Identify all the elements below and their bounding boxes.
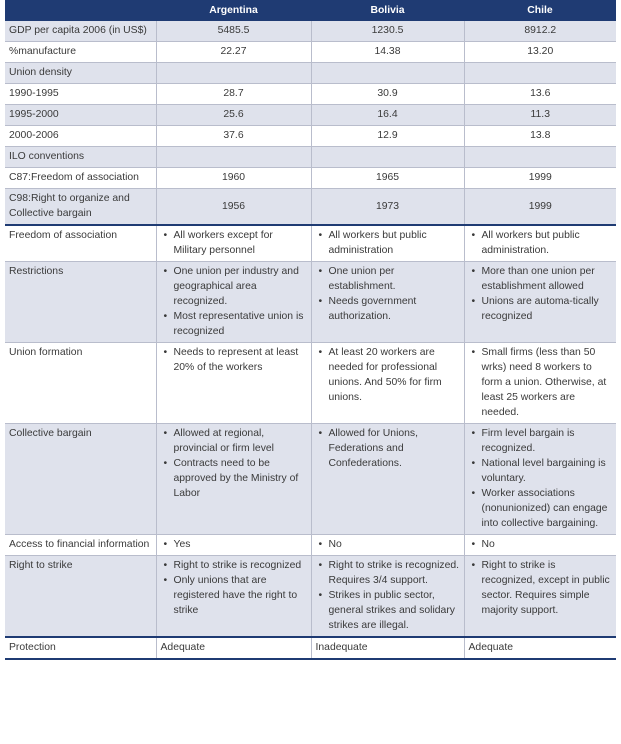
bullet-item: • Yes — [161, 537, 307, 552]
table-row-restrictions — [5, 262, 616, 343]
cell-argentina — [156, 556, 311, 638]
cell-bolivia — [311, 343, 464, 424]
bullet-list — [316, 264, 460, 324]
row-label: Restrictions — [5, 262, 156, 343]
cell-argentina — [156, 262, 311, 343]
bullet-item: • Firm level bargain is recognized. — [469, 426, 613, 456]
bullet-list — [469, 264, 613, 324]
bullet-list — [469, 345, 613, 420]
table-row-protection — [5, 637, 616, 659]
cell-argentina: 5485.5 — [156, 21, 311, 42]
bullet-list — [316, 228, 460, 258]
bullet-item: • Most representative union is recognized — [161, 309, 307, 339]
bullet-item: • National level bargaining is voluntary. — [469, 456, 613, 486]
table-row-collective-bargain — [5, 424, 616, 535]
cell-chile: 13.6 — [464, 84, 616, 105]
table-row-manufacture — [5, 42, 616, 63]
bullet-item: • Allowed at regional, provincial or firm level — [161, 426, 307, 456]
cell-argentina: 25.6 — [156, 105, 311, 126]
row-label: C98:Right to organize and Collective bargain — [5, 189, 156, 226]
row-label: 2000-2006 — [5, 126, 156, 147]
bullet-list — [161, 558, 307, 618]
table-row-freedom — [5, 225, 616, 262]
bullet-item: • One union per industry and geographical area recognized. — [161, 264, 307, 309]
bullet-item: • One union per establishment. — [316, 264, 460, 294]
cell-chile: 11.3 — [464, 105, 616, 126]
cell-chile — [464, 262, 616, 343]
row-label: 1990-1995 — [5, 84, 156, 105]
table-row-ilo — [5, 147, 616, 168]
cell-argentina: 37.6 — [156, 126, 311, 147]
bullet-item: • Worker associations (nonunionized) can engage into collective bargaining. — [469, 486, 613, 531]
row-label: Protection — [5, 637, 156, 659]
bullet-item: • More than one union per establishment allowed — [469, 264, 613, 294]
cell-chile: 13.20 — [464, 42, 616, 63]
row-label: Union density — [5, 63, 156, 84]
cell-argentina — [156, 535, 311, 556]
cell-chile — [464, 424, 616, 535]
bullet-item: • All workers but public administration — [316, 228, 460, 258]
cell-bolivia — [311, 262, 464, 343]
row-label: Freedom of association — [5, 225, 156, 262]
bullet-list — [469, 228, 613, 258]
cell-argentina — [156, 225, 311, 262]
cell-bolivia — [311, 424, 464, 535]
row-label: Access to financial information — [5, 535, 156, 556]
row-label: Collective bargain — [5, 424, 156, 535]
cell-bolivia: 14.38 — [311, 42, 464, 63]
bullet-item: • Allowed for Unions, Federations and Confederations. — [316, 426, 460, 471]
table-row-c87 — [5, 168, 616, 189]
header-argentina: Argentina — [156, 0, 311, 21]
bullet-list — [469, 537, 613, 552]
bullet-item: • All workers except for Military personnel — [161, 228, 307, 258]
bullet-list — [161, 345, 307, 375]
cell-bolivia: 30.9 — [311, 84, 464, 105]
cell-chile: Adequate — [464, 637, 616, 659]
bullet-item: • Right to strike is recognized. Requires 3/4 support. — [316, 558, 460, 588]
labor-comparison-table — [5, 0, 616, 660]
cell-bolivia: 1230.5 — [311, 21, 464, 42]
cell-argentina: Adequate — [156, 637, 311, 659]
table-row-1995-2000 — [5, 105, 616, 126]
row-label: 1995-2000 — [5, 105, 156, 126]
bullet-list — [316, 426, 460, 471]
row-label: %manufacture — [5, 42, 156, 63]
row-label: Union formation — [5, 343, 156, 424]
cell-chile — [464, 225, 616, 262]
cell-argentina: 1960 — [156, 168, 311, 189]
row-label: C87:Freedom of association — [5, 168, 156, 189]
bullet-item: • No — [469, 537, 613, 552]
header-bolivia: Bolivia — [311, 0, 464, 21]
bullet-list — [469, 426, 613, 531]
cell-argentina: 22.27 — [156, 42, 311, 63]
bullet-list — [161, 537, 307, 552]
bullet-item: • At least 20 workers are needed for professional unions. And 50% for firm unions. — [316, 345, 460, 405]
bullet-item: • Needs to represent at least 20% of the workers — [161, 345, 307, 375]
table-row-right-to-strike — [5, 556, 616, 638]
cell-argentina: 28.7 — [156, 84, 311, 105]
cell-chile: 1999 — [464, 189, 616, 226]
bullet-item: • Strikes in public sector, general strikes and solidary strikes are illegal. — [316, 588, 460, 633]
cell-bolivia: 1973 — [311, 189, 464, 226]
cell-bolivia: 16.4 — [311, 105, 464, 126]
table-row-gdp — [5, 21, 616, 42]
cell-bolivia — [311, 556, 464, 638]
bullet-item: • Contracts need to be approved by the Ministry of Labor — [161, 456, 307, 501]
bullet-list — [161, 264, 307, 339]
cell-chile — [464, 535, 616, 556]
bullet-list — [161, 426, 307, 501]
cell-chile: 13.8 — [464, 126, 616, 147]
header-chile: Chile — [464, 0, 616, 21]
header-row — [5, 0, 616, 21]
bullet-item: • All workers but public administration. — [469, 228, 613, 258]
header-empty — [5, 0, 156, 21]
bullet-list — [316, 558, 460, 633]
row-label: Right to strike — [5, 556, 156, 638]
bullet-item: • Right to strike is recognized, except in public sector. Requires simple majority support. — [469, 558, 613, 618]
bullet-item: • Unions are automa-tically recognized — [469, 294, 613, 324]
row-label: ILO conventions — [5, 147, 156, 168]
table-row-union-formation — [5, 343, 616, 424]
cell-chile: 1999 — [464, 168, 616, 189]
table-row-1990-1995 — [5, 84, 616, 105]
table-row-c98 — [5, 189, 616, 226]
cell-chile — [464, 556, 616, 638]
bullet-list — [316, 345, 460, 405]
bullet-item: • Small firms (less than 50 wrks) need 8 workers to form a union. Otherwise, at least 25 workers are needed. — [469, 345, 613, 420]
cell-argentina: 1956 — [156, 189, 311, 226]
cell-chile — [464, 343, 616, 424]
cell-bolivia: 1965 — [311, 168, 464, 189]
bullet-item: • Needs government authorization. — [316, 294, 460, 324]
bullet-list — [469, 558, 613, 618]
table-row-union-density — [5, 63, 616, 84]
table-row-financial-info — [5, 535, 616, 556]
cell-bolivia: Inadequate — [311, 637, 464, 659]
cell-bolivia: 12.9 — [311, 126, 464, 147]
cell-bolivia — [311, 535, 464, 556]
table-row-2000-2006 — [5, 126, 616, 147]
cell-argentina — [156, 343, 311, 424]
cell-argentina — [156, 424, 311, 535]
bullet-item: • Only unions that are registered have the right to strike — [161, 573, 307, 618]
bullet-item: • Right to strike is recognized — [161, 558, 307, 573]
row-label: GDP per capita 2006 (in US$) — [5, 21, 156, 42]
bullet-list — [161, 228, 307, 258]
cell-chile: 8912.2 — [464, 21, 616, 42]
bullet-list — [316, 537, 460, 552]
bullet-item: • No — [316, 537, 460, 552]
cell-bolivia — [311, 225, 464, 262]
